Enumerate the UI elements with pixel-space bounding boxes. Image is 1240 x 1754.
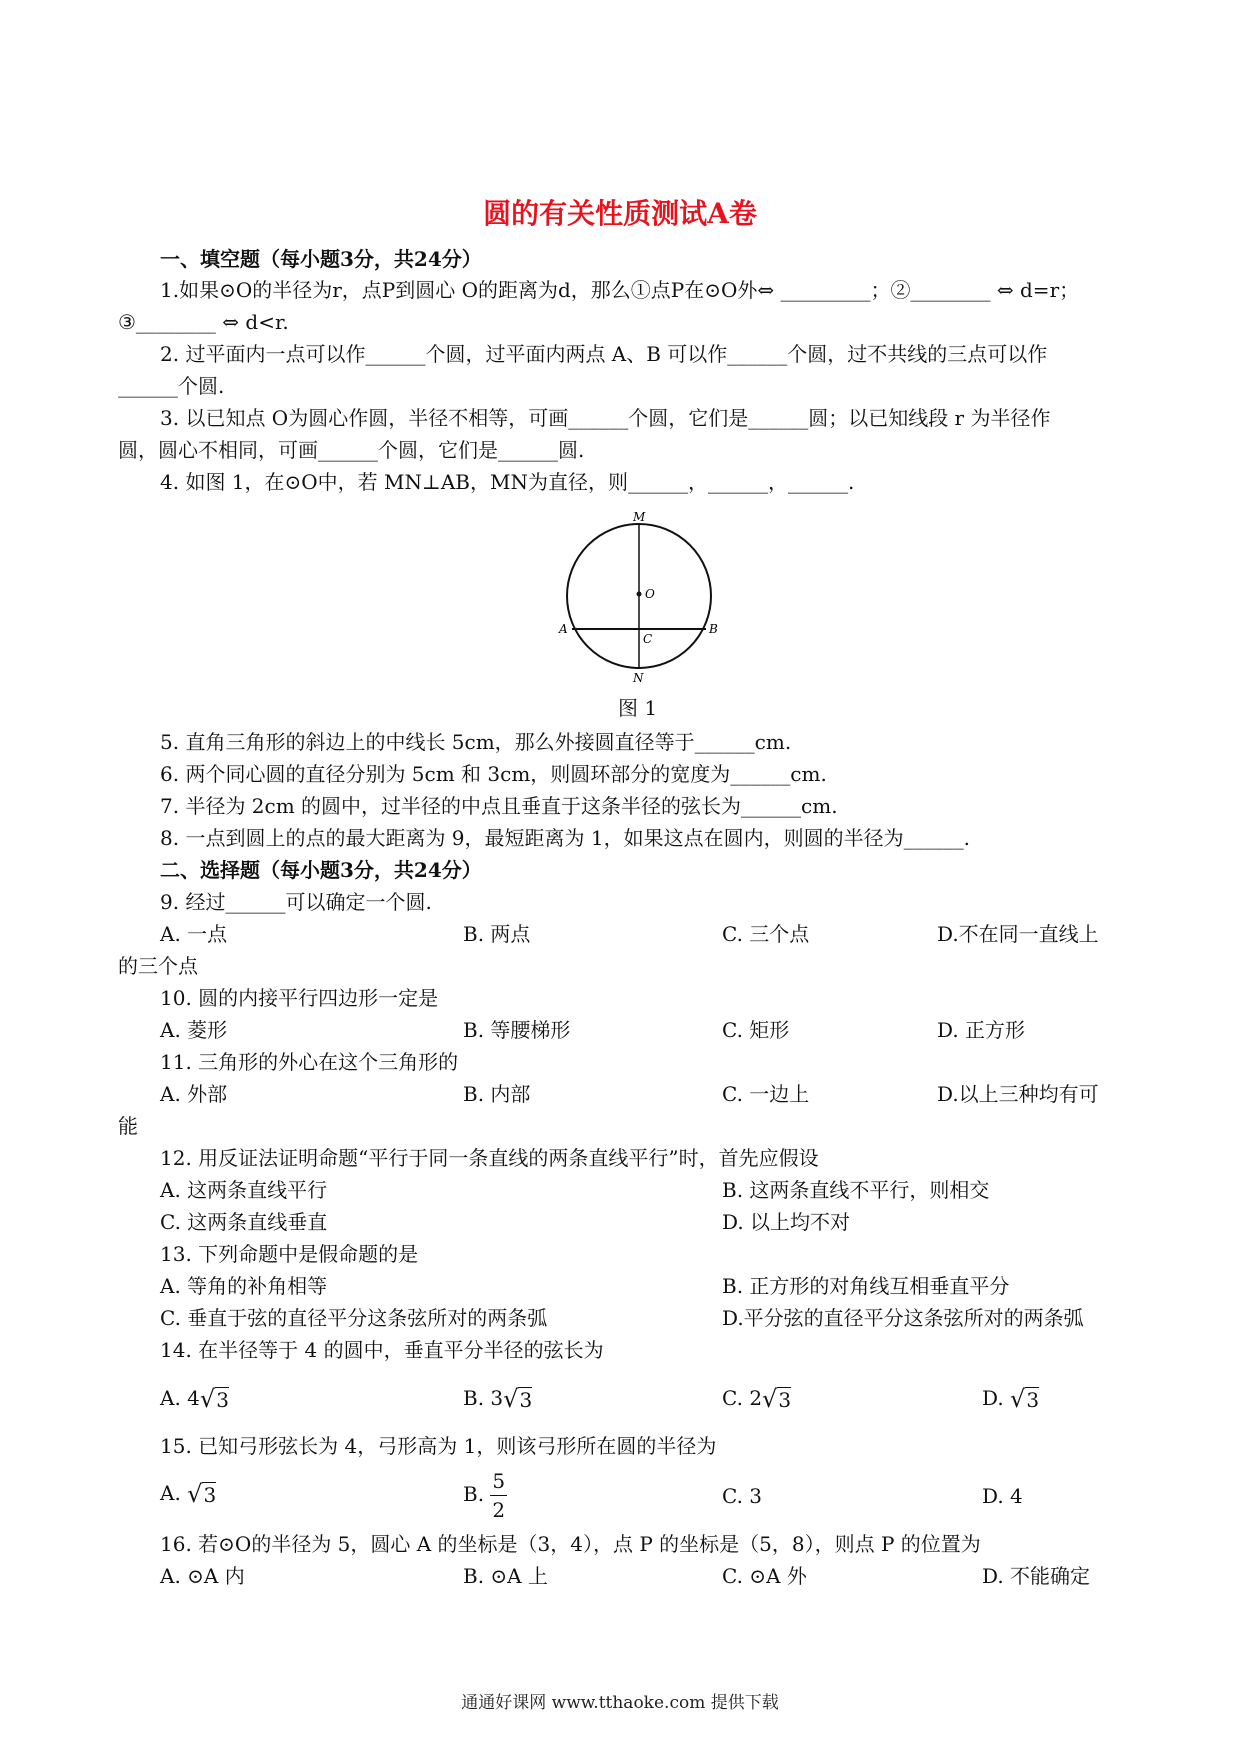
figure-caption: 图 1 — [618, 696, 658, 720]
q10-option-c: C. 矩形 — [722, 1018, 790, 1042]
q14-option-a-label: A. — [160, 1386, 188, 1410]
q9-option-d-wrap: 的三个点 — [118, 954, 198, 978]
q15-option-b-label: B. — [463, 1482, 491, 1506]
center-point — [637, 592, 642, 597]
q9-option-b: B. 两点 — [463, 922, 531, 946]
q14-option-c-radicand: 3 — [778, 1388, 792, 1412]
q15-option-b-numerator: 5 — [490, 1467, 507, 1496]
q15-option-a-label: A. — [160, 1481, 188, 1505]
q14-option-c-coef: 2 — [749, 1386, 763, 1410]
question-8: 8. 一点到圆上的点的最大距离为 9，最短距离为 1，如果这点在圆内，则圆的半径为______. — [160, 826, 970, 850]
section-choice-heading: 二、选择题（每小题3分，共24分） — [160, 858, 482, 882]
label-n: N — [633, 671, 644, 685]
q11-option-a: A. 外部 — [160, 1082, 228, 1106]
question-10: 10. 圆的内接平行四边形一定是 — [160, 986, 439, 1010]
question-12: 12. 用反证法证明命题“平行于同一条直线的两条直线平行”时，首先应假设 — [160, 1146, 819, 1170]
q15-option-c: C. 3 — [722, 1484, 763, 1508]
circle-diagram — [555, 510, 725, 685]
q14-option-d-label: D. — [982, 1386, 1011, 1410]
question-11: 11. 三角形的外心在这个三角形的 — [160, 1050, 459, 1074]
label-o: O — [645, 587, 655, 601]
q14-option-c: C. 2√3 — [722, 1385, 792, 1413]
q12-option-d: D. 以上均不对 — [722, 1210, 851, 1234]
question-7: 7. 半径为 2cm 的圆中，过半径的中点且垂直于这条半径的弦长为______cm. — [160, 794, 838, 818]
question-3-line-1: 3. 以已知点 O为圆心作圆，半径不相等，可画______个圆，它们是______圆；以已知线段 r 为半径作 — [160, 406, 1051, 430]
q16-option-d: D. 不能确定 — [982, 1564, 1091, 1588]
label-b: B — [709, 622, 718, 636]
q10-option-d: D. 正方形 — [937, 1018, 1026, 1042]
question-2-line-1: 2. 过平面内一点可以作______个圆，过平面内两点 A、B 可以作______个圆，过不共线的三点可以作 — [160, 342, 1048, 366]
q14-option-c-label: C. — [722, 1386, 750, 1410]
question-1-line-2: ③________ ⇔ d<r. — [118, 310, 289, 334]
q11-option-d: D.以上三种均有可 — [937, 1082, 1099, 1106]
q15-option-b-fraction — [490, 1467, 507, 1524]
q12-option-a: A. 这两条直线平行 — [160, 1178, 328, 1202]
q10-option-b: B. 等腰梯形 — [463, 1018, 571, 1042]
q11-option-c: C. 一边上 — [722, 1082, 810, 1106]
q13-option-c: C. 垂直于弦的直径平分这条弦所对的两条弧 — [160, 1306, 548, 1330]
q11-option-d-wrap: 能 — [118, 1114, 138, 1138]
q15-option-a: A. √3 — [160, 1480, 217, 1508]
q11-option-b: B. 内部 — [463, 1082, 531, 1106]
q14-option-d-radicand: 3 — [1026, 1388, 1040, 1412]
question-14: 14. 在半径等于 4 的圆中，垂直平分半径的弦长为 — [160, 1338, 604, 1362]
q16-option-a: A. ⊙A 内 — [160, 1564, 245, 1588]
question-5: 5. 直角三角形的斜边上的中线长 5cm，那么外接圆直径等于______cm. — [160, 730, 792, 754]
q14-option-a: A. 4√3 — [160, 1385, 229, 1413]
q9-option-a: A. 一点 — [160, 922, 228, 946]
label-c: C — [643, 632, 653, 646]
q15-option-d: D. 4 — [982, 1484, 1023, 1508]
q15-option-b-denominator: 2 — [492, 1498, 506, 1522]
q15-option-a-radicand: 3 — [203, 1483, 217, 1507]
question-13: 13. 下列命题中是假命题的是 — [160, 1242, 419, 1266]
q14-option-d: D. √3 — [982, 1385, 1040, 1413]
q12-option-b: B. 这两条直线不平行，则相交 — [722, 1178, 990, 1202]
q14-option-b: B. 3√3 — [463, 1385, 533, 1413]
q13-option-d: D.平分弦的直径平分这条弦所对的两条弧 — [722, 1306, 1084, 1330]
question-15: 15. 已知弓形弦长为 4，弓形高为 1，则该弓形所在圆的半径为 — [160, 1434, 717, 1458]
question-6: 6. 两个同心圆的直径分别为 5cm 和 3cm，则圆环部分的宽度为______cm. — [160, 762, 827, 786]
q15-option-b — [463, 1466, 507, 1524]
question-3-line-2: 圆，圆心不相同，可画______个圆，它们是______圆. — [118, 438, 585, 462]
section-fill-in-heading: 一、填空题（每小题3分，共24分） — [160, 247, 482, 271]
q14-option-a-radicand: 3 — [216, 1388, 229, 1412]
page-footer: 通通好课网 www.tthaoke.com 提供下载 — [461, 1693, 779, 1713]
q16-option-c: C. ⊙A 外 — [722, 1564, 807, 1588]
question-9: 9. 经过______可以确定一个圆. — [160, 890, 432, 914]
label-a: A — [559, 622, 568, 636]
question-2-line-2: ______个圆. — [118, 374, 225, 398]
q12-option-c: C. 这两条直线垂直 — [160, 1210, 328, 1234]
page-title: 圆的有关性质测试A卷 — [483, 197, 757, 230]
q9-option-d: D.不在同一直线上 — [937, 922, 1099, 946]
q16-option-b: B. ⊙A 上 — [463, 1564, 548, 1588]
q10-option-a: A. 菱形 — [160, 1018, 228, 1042]
q13-option-a: A. 等角的补角相等 — [160, 1274, 328, 1298]
question-16: 16. 若⊙O的半径为 5，圆心 A 的坐标是（3，4），点 P 的坐标是（5，8），则点 P 的位置为 — [160, 1532, 981, 1556]
label-m: M — [633, 510, 646, 524]
q14-option-b-label: B. — [463, 1386, 491, 1410]
q14-option-b-coef: 3 — [490, 1386, 504, 1410]
q13-option-b: B. 正方形的对角线互相垂直平分 — [722, 1274, 1010, 1298]
q14-option-b-radicand: 3 — [519, 1388, 533, 1412]
q9-option-c: C. 三个点 — [722, 922, 810, 946]
question-4: 4. 如图 1，在⊙O中，若 MN⊥AB，MN为直径，则______，______，______. — [160, 470, 855, 494]
q14-option-a-coef: 4 — [187, 1386, 200, 1410]
question-1-line-1: 1.如果⊙O的半径为r，点P到圆心 O的距离为d，那么①点P在⊙O外⇔ _________；②________ ⇔ d=r； — [160, 278, 1080, 302]
